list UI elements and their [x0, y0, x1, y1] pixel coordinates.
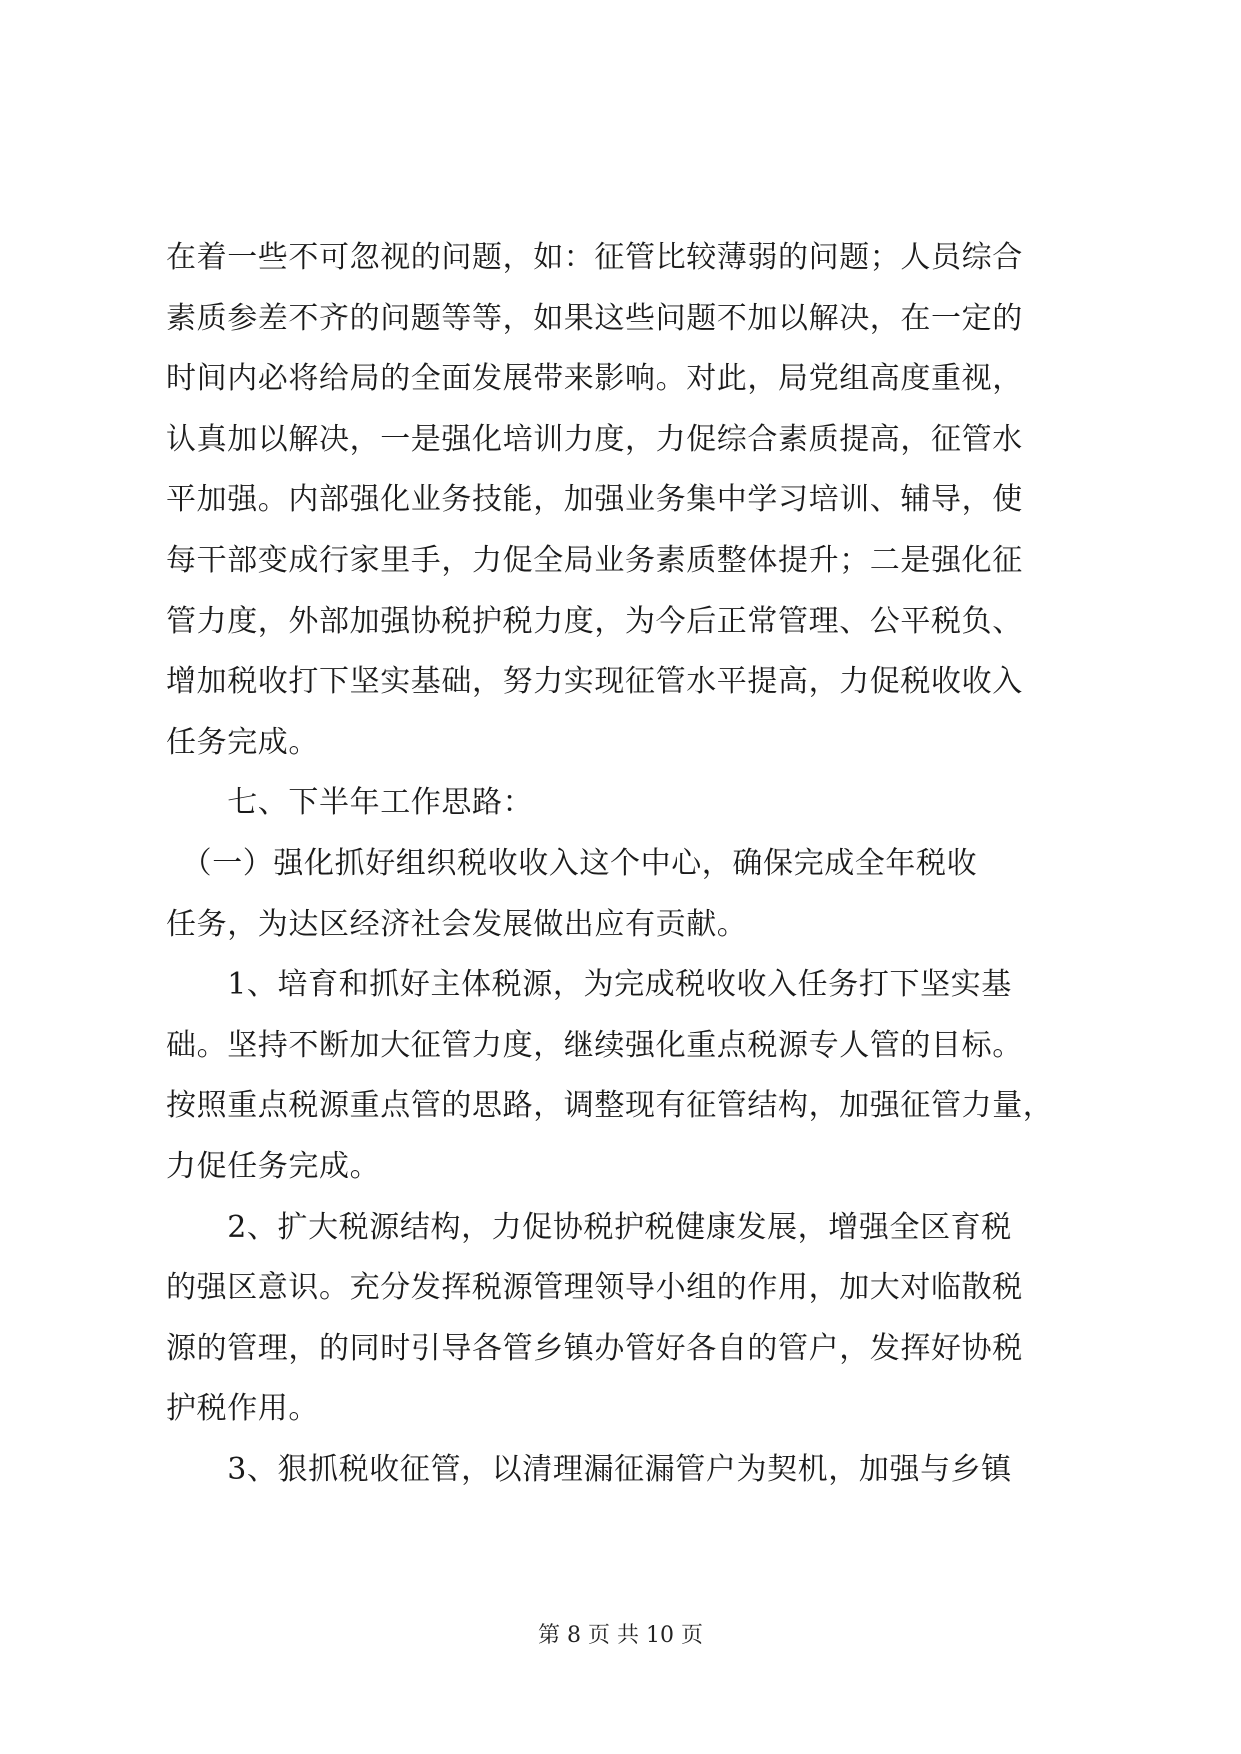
text-line: 础。坚持不断加大征管力度，继续强化重点税源专人管的目标。	[166, 1027, 1023, 1063]
text-line: 每干部变成行家里手，力促全局业务素质整体提升；二是强化征	[166, 542, 1023, 578]
text-line: 源的管理，的同时引导各管乡镇办管好各自的管户，发挥好协税	[166, 1330, 1023, 1366]
text-line: 认真加以解决，一是强化培训力度，力促综合素质提高，征管水	[166, 421, 1023, 457]
text-line: 时间内必将给局的全面发展带来影响。对此，局党组高度重视，	[166, 361, 1023, 397]
section-heading: 七、下半年工作思路：	[166, 785, 534, 821]
text-line: 在着一些不可忽视的问题，如：征管比较薄弱的问题；人员综合	[166, 240, 1023, 275]
page-footer: 第 8 页 共 10 页	[538, 1623, 703, 1648]
text-line: （一）强化抓好组织税收收入这个中心，确保完成全年税收	[166, 845, 978, 881]
text-line: 任务完成。	[166, 724, 319, 760]
text-line: 2、扩大税源结构，力促协税护税健康发展，增强全区育税	[166, 1209, 1012, 1245]
text-line: 3、狠抓税收征管，以清理漏征漏管户为契机，加强与乡镇	[166, 1451, 1012, 1487]
text-line: 增加税收打下坚实基础，努力实现征管水平提高，力促税收收入	[166, 664, 1023, 700]
text-line: 按照重点税源重点管的思路，调整现有征管结构，加强征管力量，	[166, 1088, 1054, 1124]
text-line: 1、培育和抓好主体税源，为完成税收收入任务打下坚实基	[166, 967, 1012, 1003]
text-line: 的强区意识。充分发挥税源管理领导小组的作用，加大对临散税	[166, 1270, 1023, 1306]
text-line: 管力度，外部加强协税护税力度，为今后正常管理、公平税负、	[166, 603, 1023, 639]
text-line: 平加强。内部强化业务技能，加强业务集中学习培训、辅导，使	[166, 482, 1023, 518]
text-line: 护税作用。	[166, 1391, 319, 1427]
text-line: 力促任务完成。	[166, 1148, 381, 1184]
text-line: 任务，为达区经济社会发展做出应有贡献。	[166, 906, 748, 942]
body-text	[166, 228, 1081, 1500]
text-line: 素质参差不齐的问题等等，如果这些问题不加以解决，在一定的	[166, 300, 1023, 336]
